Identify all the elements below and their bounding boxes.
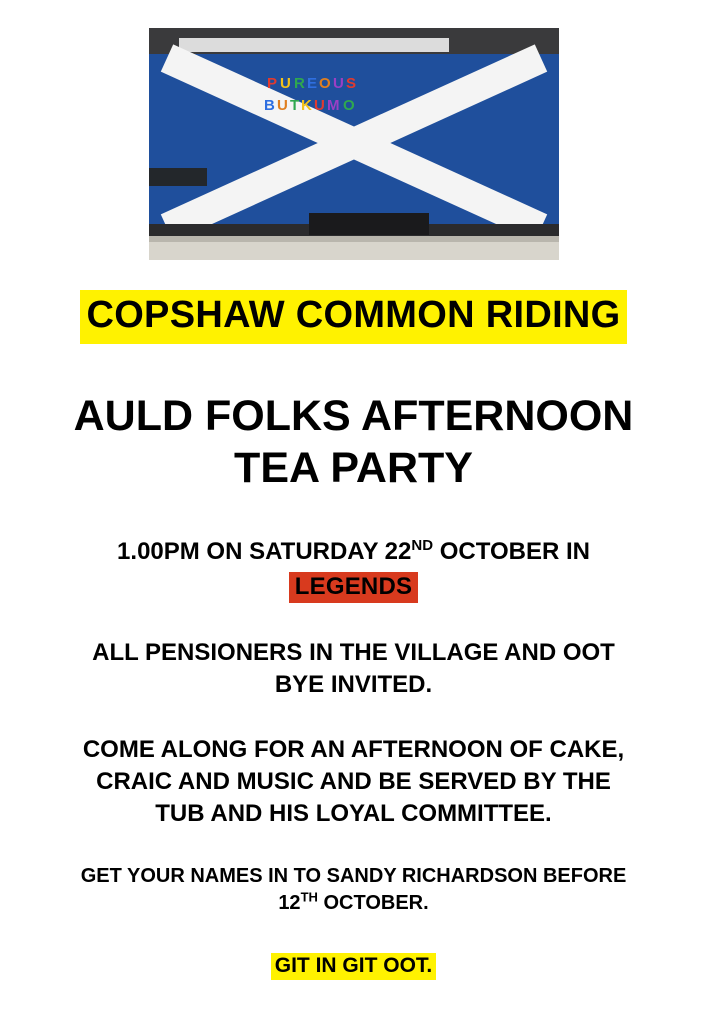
- svg-text:U: U: [313, 97, 325, 114]
- rsvp-line-2: [34, 890, 674, 917]
- poster-heading: [34, 390, 674, 495]
- event-venue-text: LEGENDS: [289, 572, 418, 603]
- rsvp-line-1: GET YOUR NAMES IN TO SANDY RICHARDSON BEFORE: [80, 865, 627, 888]
- svg-text:B: B: [263, 97, 275, 114]
- svg-text:P: P: [266, 75, 277, 92]
- svg-text:O: O: [342, 97, 355, 114]
- details-line-1: COME ALONG FOR AN AFTERNOON OF CAKE,: [82, 736, 625, 764]
- rsvp-deadline-day: 12: [278, 892, 301, 915]
- svg-text:T: T: [289, 97, 299, 114]
- rsvp-paragraph: [34, 863, 674, 917]
- svg-text:E: E: [306, 75, 317, 92]
- svg-text:S: S: [345, 75, 356, 92]
- svg-text:R: R: [293, 75, 305, 92]
- poster-title-text: COPSHAW COMMON RIDING: [80, 290, 626, 344]
- event-time-suffix: OCTOBER IN: [433, 538, 590, 566]
- svg-text:U: U: [332, 75, 344, 92]
- saltire-flag-image: [149, 28, 559, 260]
- rsvp-deadline-ordinal: TH: [300, 889, 318, 905]
- event-time-line: [34, 536, 674, 568]
- details-line-2: CRAIC AND MUSIC AND BE SERVED BY THE: [96, 768, 611, 796]
- event-venue: [0, 572, 707, 603]
- event-time-prefix: 1.00PM ON SATURDAY 22: [117, 538, 412, 566]
- poster-heading-line-2: TEA PARTY: [234, 443, 473, 492]
- svg-text:U: U: [276, 97, 288, 114]
- closing-slogan-text: GIT IN GIT OOT.: [271, 953, 437, 980]
- invitation-paragraph: [34, 637, 674, 700]
- svg-text:U: U: [279, 75, 291, 92]
- event-date-ordinal: ND: [411, 537, 434, 555]
- closing-slogan: [0, 953, 707, 980]
- poster-page: [0, 28, 707, 1028]
- rsvp-deadline-month: OCTOBER.: [317, 892, 429, 915]
- saltire-flag-photo: [149, 28, 559, 260]
- details-line-3: TUB AND HIS LOYAL COMMITTEE.: [155, 799, 552, 827]
- poster-title: [49, 290, 659, 344]
- details-paragraph: [34, 734, 674, 829]
- poster-heading-line-1: AULD FOLKS AFTERNOON: [73, 391, 634, 440]
- invitation-line-2: BYE INVITED.: [274, 670, 433, 698]
- invitation-line-1: ALL PENSIONERS IN THE VILLAGE AND OOT: [92, 639, 615, 667]
- svg-text:O: O: [318, 75, 331, 92]
- svg-text:M: M: [326, 97, 339, 114]
- svg-text:K: K: [300, 97, 312, 114]
